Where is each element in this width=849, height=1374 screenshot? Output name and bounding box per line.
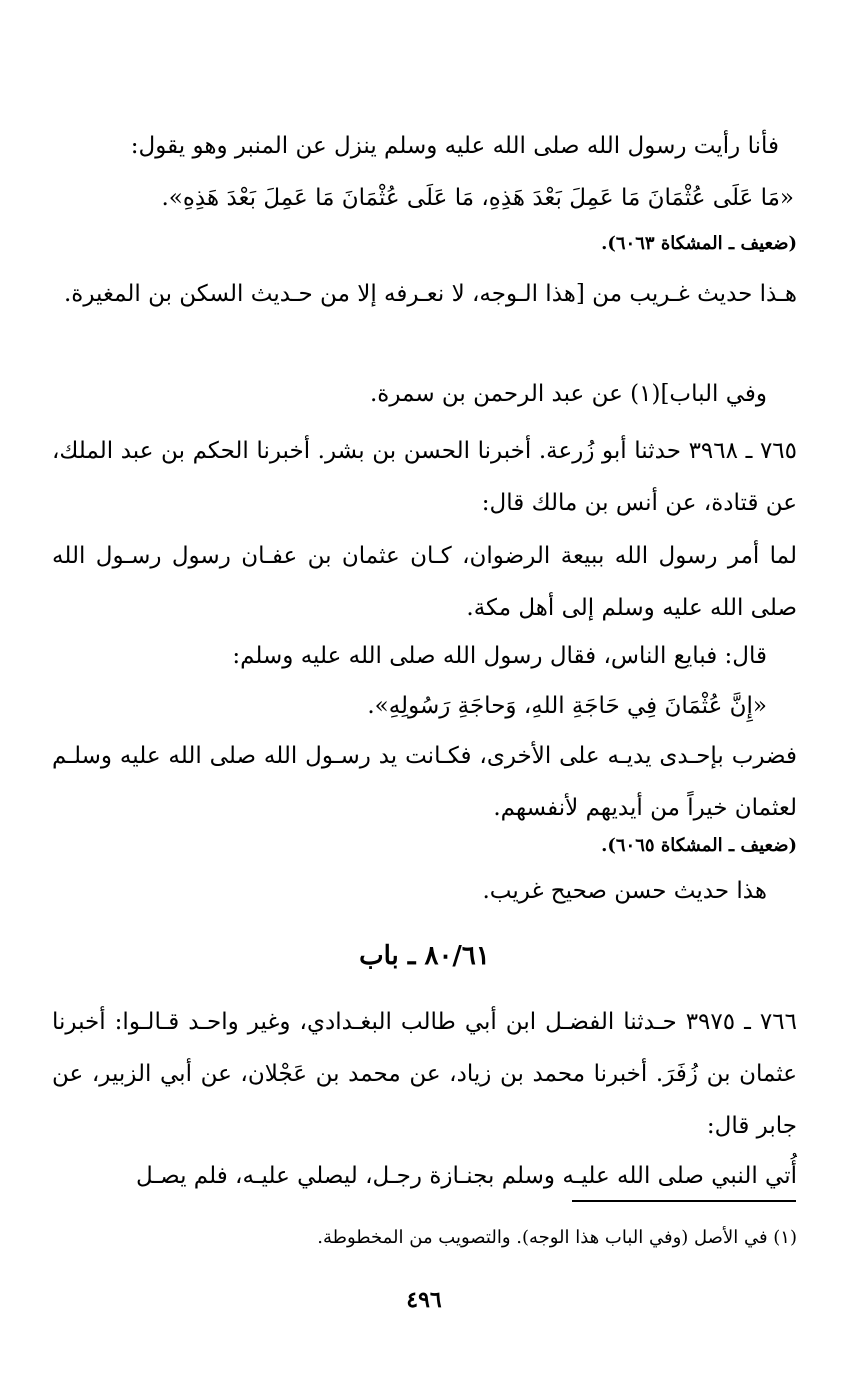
hadith-765-text: لما أمر رسول الله ببيعة الرضوان، كـان عثمان بن عفـان رسول رسـول الله صلى الله عليه وسلم إلى أهل مكة.	[52, 543, 797, 621]
hadith-quote-1: «مَا عَلَى عُثْمَانَ مَا عَمِلَ بَعْدَ هَذِهِ، مَا عَلَى عُثْمَانَ مَا عَمِلَ بَعْدَ هَذِهِ».	[161, 185, 794, 211]
hadith-765-isnad: ٧٦٥ ـ ٣٩٦٨ حدثنا أبو زُرعة. أخبرنا الحسن بن بشر. أخبرنا الحكم بن عبد الملك، عن قتادة، عن أنس بن مالك قال:	[52, 438, 797, 516]
footnote-divider	[572, 1200, 796, 1202]
grading-note-2: (ضعيف ـ المشكاة ٦٠٦٥).	[601, 835, 797, 856]
grading-note-1: (ضعيف ـ المشكاة ٦٠٦٣).	[601, 233, 797, 254]
paragraph-1: فأنا رأيت رسول الله صلى الله عليه وسلم ينزل عن المنبر وهو يقول:	[130, 133, 779, 159]
paragraph-4: قال: فبايع الناس، فقال رسول الله صلى الله عليه وسلم:	[232, 643, 767, 669]
hadith-quote-2: «إِنَّ عُثْمَانَ فِي حَاجَةِ اللهِ، وَحاجَةِ رَسُولِهِ».	[367, 693, 767, 719]
paragraph-6: هذا حديث حسن صحيح غريب.	[482, 878, 767, 904]
paragraph-2: هـذا حديث غـريب من [هذا الـوجه، لا نعـرفه إلا من حـديث السكن بن المغيرة.	[63, 281, 797, 307]
section-title: ٨٠/٦١ ـ باب	[359, 941, 490, 971]
hadith-766-text: أُتي النبي صلى الله عليـه وسلم بجنـازة رجـل، ليصلي عليـه، فلم يصـل	[135, 1163, 797, 1189]
paragraph-5: فضرب بإحـدى يديـه على الأخرى، فكـانت يد رسـول الله صلى الله عليه وسلـم لعثمان خيراً من أيديهم لأنفسهم.	[52, 743, 797, 821]
footnote-1: (١) في الأصل (وفي الباب هذا الوجه). والتصويب من المخطوطة.	[317, 1227, 797, 1248]
paragraph-3: وفي الباب](١) عن عبد الرحمن بن سمرة.	[369, 381, 767, 407]
page-number: ٤٩٦	[406, 1287, 442, 1313]
hadith-766-isnad: ٧٦٦ ـ ٣٩٧٥ حـدثنا الفضـل ابن أبي طالب البغـدادي، وغير واحـد قـالـوا: أخبرنا عثمان بن زُفَرَ. أخبرنا محمد بن زياد، عن محمد بن عَجْلان، عن أبي الزبير، عن جابر قال:	[52, 1009, 797, 1139]
